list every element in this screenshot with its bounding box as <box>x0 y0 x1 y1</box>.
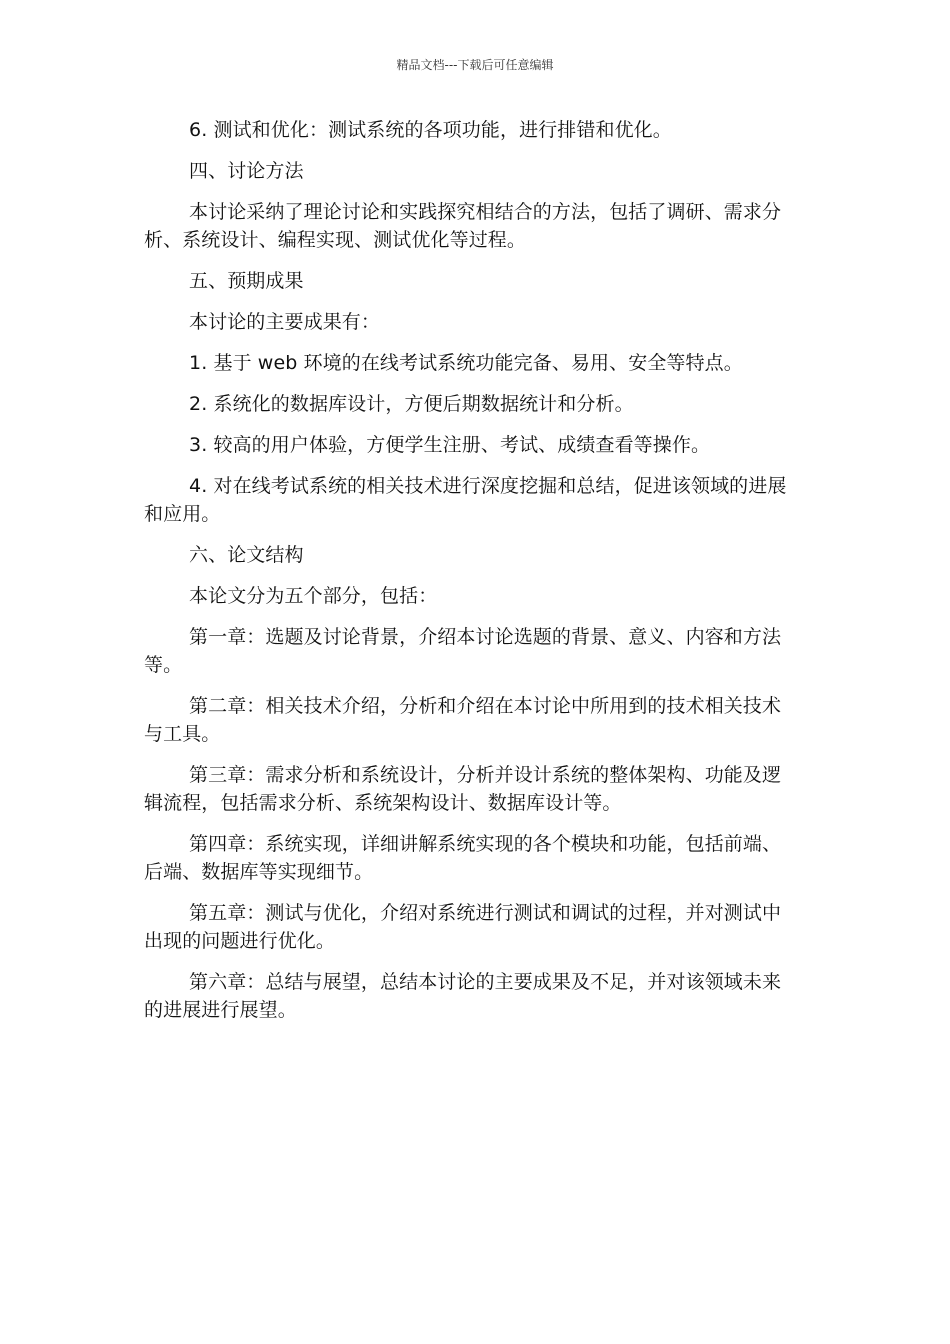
chapter-6-summary: 第六章：总结与展望，总结本讨论的主要成果及不足，并对该领域未来的进展进行展望。 <box>144 971 782 1021</box>
section-heading-expected-results: 五、预期成果 <box>189 270 304 292</box>
section-heading-methods: 四、讨论方法 <box>189 160 304 182</box>
chapter-5-summary: 第五章：测试与优化，介绍对系统进行测试和调试的过程，并对测试中出现的问题进行优化。 <box>144 902 782 952</box>
chapter-2-summary: 第二章：相关技术介绍，分析和介绍在本讨论中所用到的技术相关技术与工具。 <box>144 695 782 745</box>
list-item-result-2: 2. 系统化的数据库设计，方便后期数据统计和分析。 <box>189 393 634 415</box>
chapter-3-summary: 第三章：需求分析和系统设计，分析并设计系统的整体架构、功能及逻辑流程，包括需求分析、系统架构设计、数据库设计等。 <box>144 764 782 814</box>
document-body <box>144 116 799 1037</box>
paragraph-structure-intro: 本论文分为五个部分，包括： <box>189 585 438 607</box>
list-item-result-3: 3. 较高的用户体验，方便学生注册、考试、成绩查看等操作。 <box>189 434 711 456</box>
list-item-result-4: 4. 对在线考试系统的相关技术进行深度挖掘和总结，促进该领域的进展和应用。 <box>144 475 787 525</box>
page-header: 精品文档---下载后可任意编辑 <box>396 58 554 72</box>
list-item-testing-optimization: 6. 测试和优化：测试系统的各项功能，进行排错和优化。 <box>189 119 672 141</box>
section-heading-structure: 六、论文结构 <box>189 544 304 566</box>
paragraph-results-intro: 本讨论的主要成果有： <box>189 311 381 333</box>
chapter-4-summary: 第四章：系统实现，详细讲解系统实现的各个模块和功能，包括前端、后端、数据库等实现细节。 <box>144 833 782 883</box>
paragraph-methods: 本讨论采纳了理论讨论和实践探究相结合的方法，包括了调研、需求分析、系统设计、编程实现、测试优化等过程。 <box>144 201 782 251</box>
list-item-result-1: 1. 基于 web 环境的在线考试系统功能完备、易用、安全等特点。 <box>189 352 743 374</box>
chapter-1-summary: 第一章：选题及讨论背景，介绍本讨论选题的背景、意义、内容和方法等。 <box>144 626 782 676</box>
